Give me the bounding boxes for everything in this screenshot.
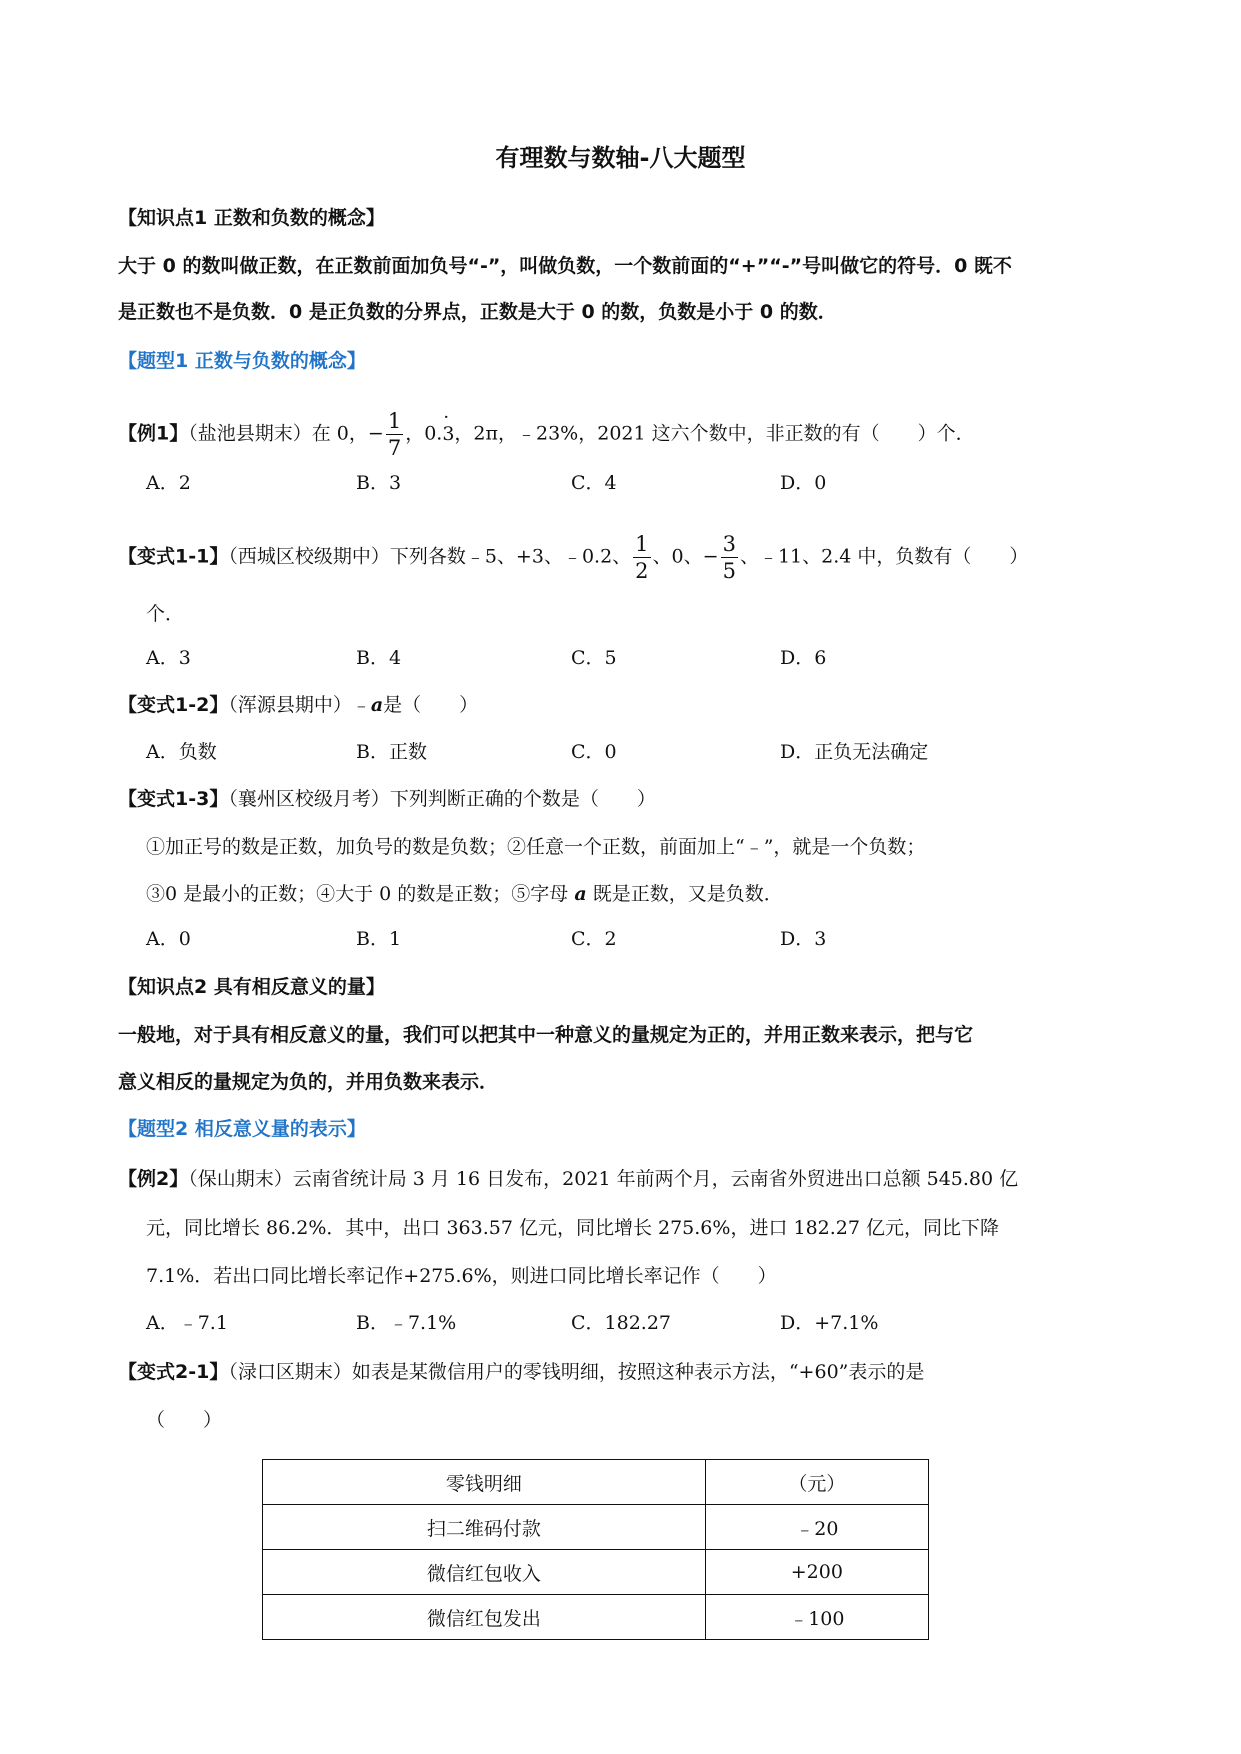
question-source: （西城区校级期中） [228,545,390,568]
question-text: 云南省统计局 3 月 16 日发布，2021 年前两个月，云南省外贸进出口总额 545.80 亿 [292,1168,1019,1190]
statement-text: ③0 是最小的正数；④大于 0 的数是正数；⑤字母 [146,883,575,905]
minus-sign: − [702,545,719,568]
option-a: A．﹣7.1 [146,1312,228,1334]
question-text: 在 0， [311,422,368,445]
table-header-cell: 零钱明细 [263,1460,706,1505]
fraction [721,531,738,584]
table-header-row [263,1460,929,1505]
table-row [263,1550,929,1595]
question-text: 如表是某微信用户的零钱明细，按照这种表示方法，“+60”表示的是 [351,1361,925,1383]
option-d: D．0 [780,472,827,494]
option-c: C．5 [571,647,617,669]
table-cell: +200 [705,1550,928,1595]
option-a: A．3 [146,647,191,669]
variant-label: 【变式1-1】 [118,545,229,568]
table-cell: ﹣100 [705,1595,928,1640]
option-a: A．负数 [146,741,217,763]
option-b: B．1 [356,928,402,950]
option-a: A．2 [146,472,191,494]
option-c: C．0 [571,741,617,763]
example-2-question [118,1164,1018,1194]
question-source: （浑源县期中） [228,694,352,716]
variable-a: a [574,883,587,905]
variant-1-1-question [118,531,1028,584]
option-b: B．4 [356,647,402,669]
variable-a: a [370,694,384,716]
fraction-numerator: 3 [722,532,736,556]
option-b: B．﹣7.1% [356,1312,457,1334]
question-text: 、0、 [652,545,703,568]
fraction-denominator: 2 [635,559,649,583]
kp2-heading: 【知识点2 具有相反意义的量】 [118,976,385,998]
option-d: D．6 [780,647,827,669]
kp2-line1: 一般地，对于具有相反意义的量，我们可以把其中一种意义的量规定为正的，并用正数来表示，把与它 [118,1024,974,1046]
variant-2-1-line2: （ ） [146,1409,223,1431]
fraction [633,531,650,584]
type1-heading: 【题型1 正数与负数的概念】 [118,350,366,372]
variant-1-3-statements-1: ①加正号的数是正数，加负号的数是负数；②任意一个正数，前面加上“﹣”，就是一个负数； [146,836,926,858]
option-d: D．正负无法确定 [780,741,929,763]
type2-heading: 【题型2 相反意义量的表示】 [118,1118,366,1140]
question-text: ，2π，﹣23%，2021 这六个数中，非正数的有（ ）个． [454,422,975,445]
table-cell: 扫二维码付款 [263,1505,706,1550]
option-d: D．3 [780,928,827,950]
kp2-line2: 意义相反的量规定为负的，并用负数来表示． [118,1071,499,1093]
variant-2-1-question [118,1357,924,1387]
wallet-detail-table [262,1459,929,1640]
page-title: 有理数与数轴-八大题型 [495,144,746,172]
table-row [263,1505,929,1550]
option-c: C．2 [571,928,617,950]
example-label: 【例2】 [118,1168,189,1190]
question-text: 是（ ） [383,694,479,716]
variant-1-1-line2: 个． [146,603,185,625]
example-1-question [118,408,975,461]
variant-label: 【变式2-1】 [118,1361,229,1383]
option-b: B．正数 [356,741,427,763]
question-text: ，0. [405,422,443,445]
variant-label: 【变式1-3】 [118,788,229,810]
fraction-numerator: 1 [387,409,402,433]
table-row [263,1595,929,1640]
table-cell: ﹣20 [705,1505,928,1550]
option-d: D．+7.1% [780,1312,879,1334]
fraction [386,408,403,461]
repeating-digit: · 3 [442,419,454,449]
example-2-line2: 元，同比增长 86.2%．其中，出口 363.57 亿元，同比增长 275.6%，进口 182.27 亿元，同比下降 [146,1217,1000,1239]
table-cell: 微信红包发出 [263,1595,706,1640]
fraction-numerator: 1 [635,532,649,556]
table-cell: 微信红包收入 [263,1550,706,1595]
example-label: 【例1】 [118,422,189,445]
variant-1-3-question [118,784,656,814]
kp1-line1: 大于 0 的数叫做正数，在正数前面加负号“-”，叫做负数，一个数前面的“+”“-”号叫做它的符号．0 既不 [118,255,1012,277]
question-text: 、﹣11、2.4 中，负数有（ ） [739,545,1029,568]
option-a: A．0 [146,928,191,950]
question-source: （盐池县期末） [188,422,312,445]
minus-sign: − [367,422,384,445]
option-c: C．4 [571,472,617,494]
question-text: ﹣ [351,694,371,716]
option-b: B．3 [356,472,402,494]
example-2-line3: 7.1%．若出口同比增长率记作+275.6%，则进口同比增长率记作（ ） [146,1265,777,1287]
variant-label: 【变式1-2】 [118,694,229,716]
fraction-denominator: 5 [722,559,736,583]
kp1-line2: 是正数也不是负数．0 是正负数的分界点，正数是大于 0 的数，负数是小于 0 的数． [118,301,837,323]
statement-text: 既是正数，又是负数． [586,883,783,905]
variant-1-2-question [118,690,478,720]
question-source: （渌口区期末） [228,1361,352,1383]
question-source: （襄州区校级月考） [228,788,390,810]
option-c: C．182.27 [571,1312,672,1334]
table-header-cell: （元） [705,1460,928,1505]
question-text: 下列各数﹣5、+3、﹣0.2、 [389,545,632,568]
question-text: 下列判断正确的个数是（ ） [389,788,656,810]
fraction-denominator: 7 [387,436,402,460]
kp1-heading: 【知识点1 正数和负数的概念】 [118,207,385,229]
variant-1-3-statements-2 [146,879,783,909]
question-source: （保山期末） [188,1168,293,1190]
